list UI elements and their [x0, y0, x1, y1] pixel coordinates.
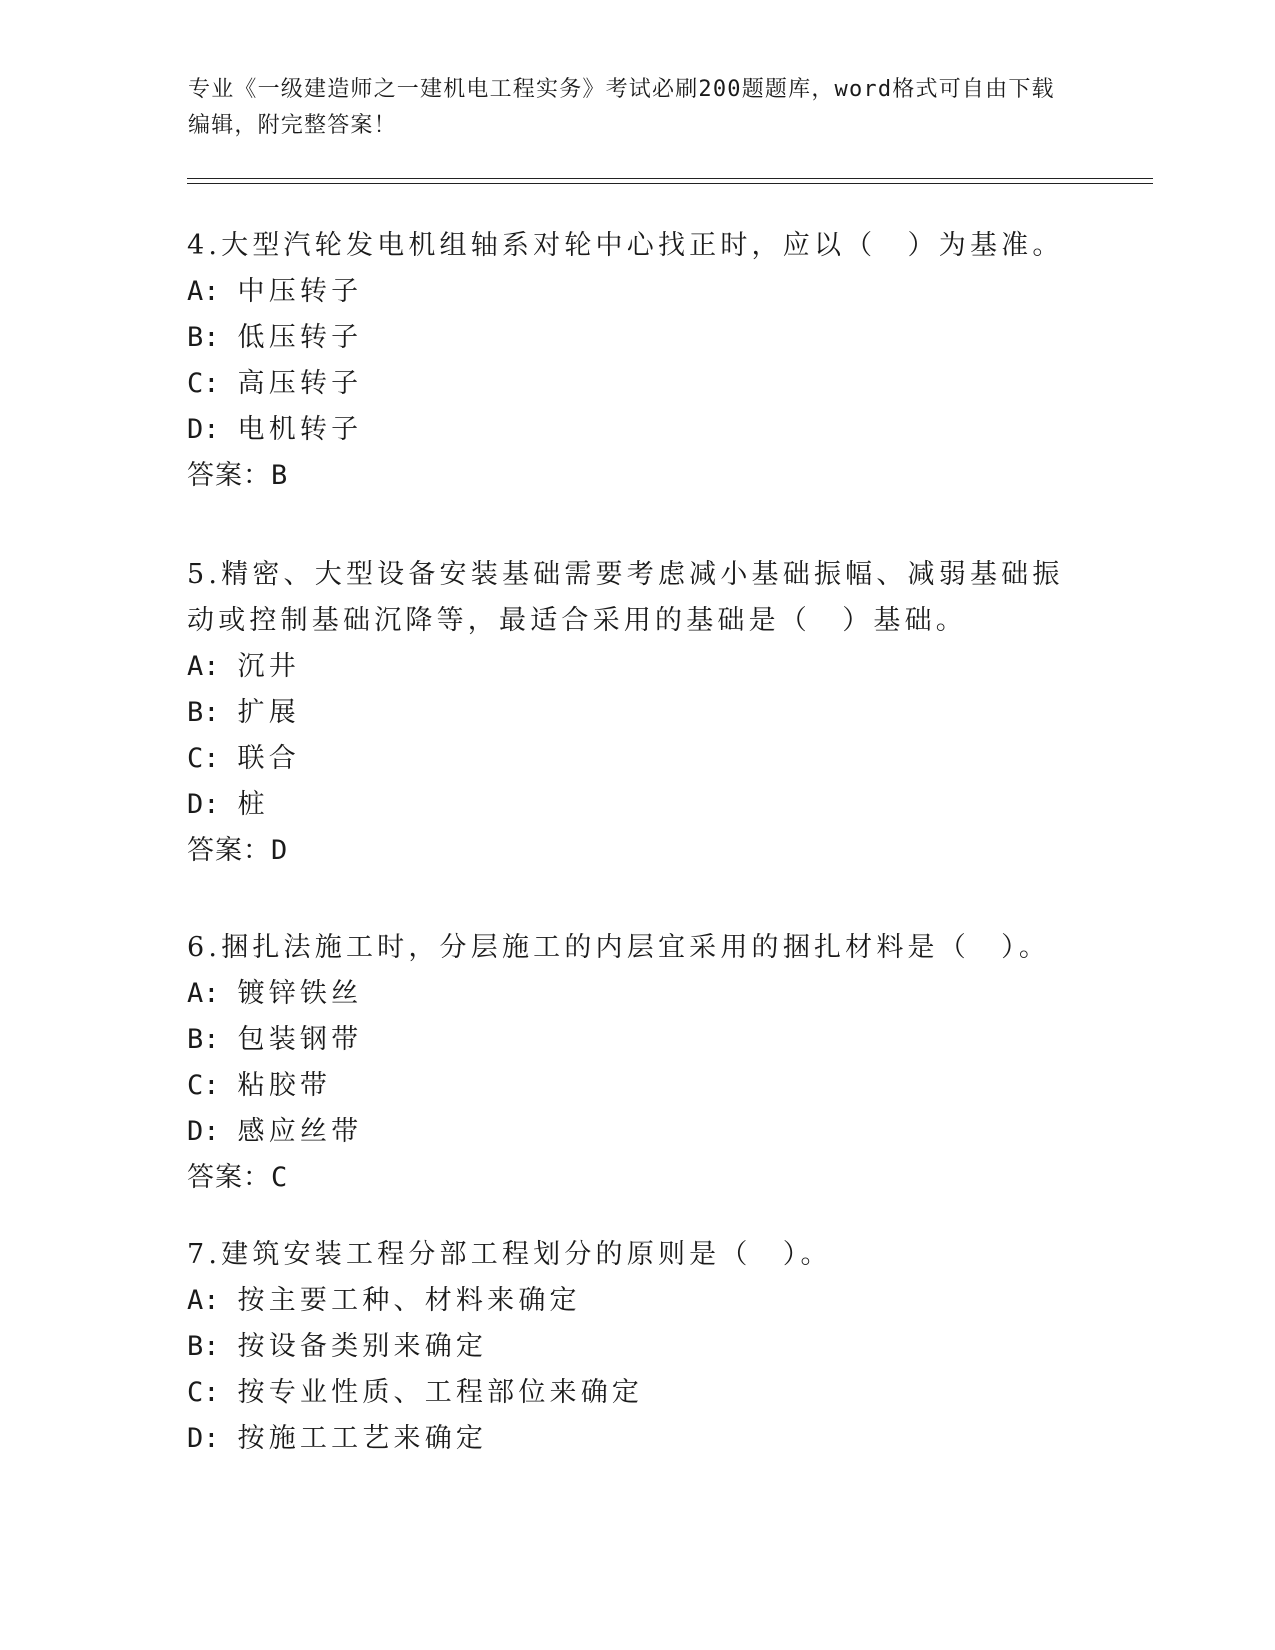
option-d	[187, 1416, 1087, 1462]
option-text: 粘胶带	[237, 1070, 332, 1101]
option-text: 按施工工艺来确定	[237, 1423, 488, 1454]
option-letter: B	[187, 1024, 204, 1055]
option-colon: :	[203, 978, 220, 1009]
option-colon: :	[203, 1024, 220, 1055]
option-letter: D	[187, 789, 204, 820]
header-rule-top	[187, 178, 1153, 179]
answer-line	[187, 1155, 1087, 1201]
question-text: 5.精密、大型设备安装基础需要考虑减小基础振幅、减弱基础振动或控制基础沉降等，最适合采用的基础是（ ）基础。	[187, 559, 1064, 636]
option-b	[187, 1324, 1087, 1370]
option-colon: :	[203, 697, 220, 728]
option-letter: C	[187, 1377, 204, 1408]
option-d	[187, 1109, 1087, 1155]
option-colon: :	[203, 789, 220, 820]
option-letter: A	[187, 1285, 204, 1316]
header-rule-bottom	[187, 183, 1153, 184]
option-text: 联合	[237, 743, 300, 774]
option-text: 低压转子	[237, 322, 363, 353]
question-text: 7.建筑安装工程分部工程划分的原则是（ ）。	[187, 1239, 832, 1270]
option-colon: :	[203, 414, 220, 445]
answer-line	[187, 453, 1087, 499]
option-text: 按主要工种、材料来确定	[237, 1285, 581, 1316]
option-colon: :	[203, 1070, 220, 1101]
question-block	[187, 1232, 1087, 1462]
document-header: 专业《一级建造师之一建机电工程实务》考试必刷200题题库，word格式可自由下载编辑，附完整答案！	[188, 77, 1055, 138]
option-letter: C	[187, 743, 204, 774]
option-letter: C	[187, 368, 204, 399]
option-colon: :	[203, 322, 220, 353]
answer-label: 答案：	[187, 835, 271, 866]
option-letter: B	[187, 697, 204, 728]
option-letter: A	[187, 651, 204, 682]
option-text: 中压转子	[237, 276, 363, 307]
option-text: 感应丝带	[237, 1116, 363, 1147]
option-letter: C	[187, 1070, 204, 1101]
option-colon: :	[203, 743, 220, 774]
option-text: 按专业性质、工程部位来确定	[237, 1377, 644, 1408]
option-colon: :	[203, 651, 220, 682]
option-colon: :	[203, 368, 220, 399]
option-d	[187, 782, 1087, 828]
question-text: 6.捆扎法施工时，分层施工的内层宜采用的捆扎材料是（ ）。	[187, 932, 1051, 963]
option-colon: :	[203, 276, 220, 307]
option-a	[187, 644, 1087, 690]
option-c	[187, 1063, 1087, 1109]
answer-value: D	[271, 835, 289, 866]
option-text: 镀锌铁丝	[237, 978, 363, 1009]
option-c	[187, 1370, 1087, 1416]
option-text: 电机转子	[237, 414, 363, 445]
option-b	[187, 315, 1087, 361]
option-colon: :	[203, 1285, 220, 1316]
option-text: 按设备类别来确定	[237, 1331, 488, 1362]
option-letter: B	[187, 322, 204, 353]
option-text: 包装钢带	[237, 1024, 363, 1055]
question-block	[187, 925, 1087, 1201]
question-block	[187, 223, 1087, 499]
option-letter: B	[187, 1331, 204, 1362]
option-colon: :	[203, 1377, 220, 1408]
option-a	[187, 269, 1087, 315]
answer-value: C	[271, 1162, 289, 1193]
option-b	[187, 690, 1087, 736]
option-colon: :	[203, 1423, 220, 1454]
option-letter: D	[187, 414, 204, 445]
question-text: 4.大型汽轮发电机组轴系对轮中心找正时，应以（ ）为基准。	[187, 230, 1064, 261]
option-letter: D	[187, 1423, 204, 1454]
answer-label: 答案：	[187, 460, 271, 491]
option-c	[187, 736, 1087, 782]
option-letter: A	[187, 276, 204, 307]
option-text: 扩展	[237, 697, 300, 728]
option-colon: :	[203, 1331, 220, 1362]
question-block	[187, 552, 1087, 874]
option-letter: D	[187, 1116, 204, 1147]
option-colon: :	[203, 1116, 220, 1147]
answer-label: 答案：	[187, 1162, 271, 1193]
option-b	[187, 1017, 1087, 1063]
option-text: 沉井	[237, 651, 300, 682]
option-d	[187, 407, 1087, 453]
answer-value: B	[271, 460, 289, 491]
option-a	[187, 1278, 1087, 1324]
option-c	[187, 361, 1087, 407]
option-a	[187, 971, 1087, 1017]
option-text: 高压转子	[237, 368, 363, 399]
answer-line	[187, 828, 1087, 874]
option-letter: A	[187, 978, 204, 1009]
option-text: 桩	[237, 789, 269, 820]
